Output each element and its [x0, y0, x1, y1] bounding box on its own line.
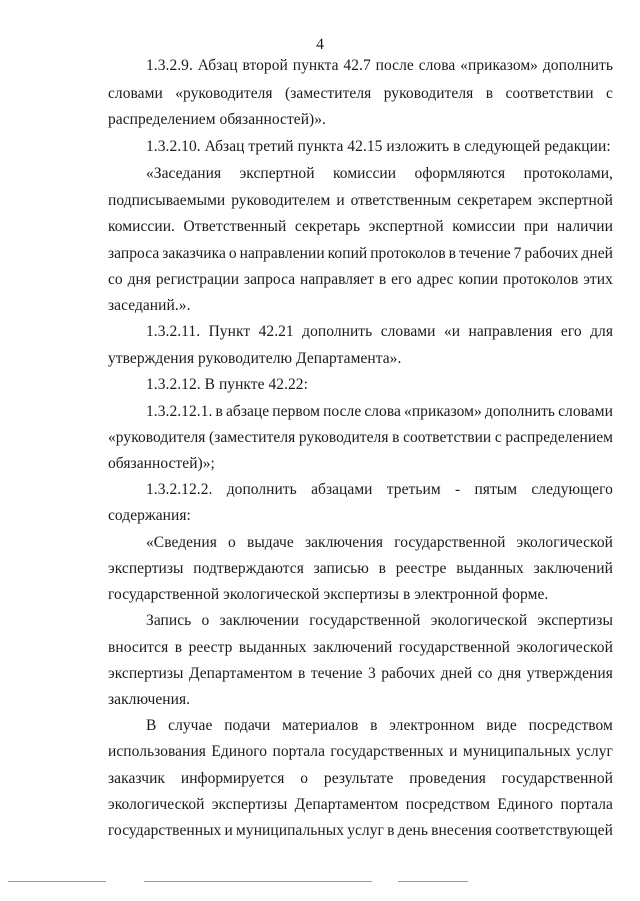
word: 42.21 [258, 323, 294, 340]
text-line [146, 164, 613, 184]
word: его [560, 323, 582, 340]
word: с [606, 85, 613, 102]
word: о [300, 770, 309, 787]
word: в [378, 271, 387, 288]
word: слова [364, 403, 401, 420]
word: дней [581, 245, 613, 262]
word: услуг [576, 743, 613, 760]
word: копии [458, 271, 499, 288]
word: дополнить [484, 403, 556, 420]
word: 1.3.2.12.1. [146, 403, 213, 420]
word: после [375, 57, 414, 74]
word: подтверждаются [193, 560, 304, 577]
word: в [485, 85, 494, 102]
word: регистрации [155, 271, 240, 288]
text-line [146, 611, 613, 631]
word: дополнить [226, 481, 297, 498]
word: распределением [505, 429, 613, 446]
word: заключений [533, 560, 613, 577]
word: (заместителя [209, 429, 296, 446]
word: дней [440, 665, 473, 682]
word: копий [327, 245, 368, 262]
word: в [387, 822, 395, 839]
text-line: распределением обязанностей)». [108, 111, 326, 128]
word: Запись [146, 612, 192, 629]
word: «приказом» [404, 403, 482, 420]
word: посредством [405, 796, 490, 813]
text-line [108, 428, 613, 448]
text-line [108, 821, 613, 841]
text-line [108, 742, 613, 762]
word: протоколов [502, 271, 579, 288]
word: дня [127, 271, 152, 288]
text-line [146, 322, 613, 342]
word: со [477, 665, 493, 682]
word: государственной [394, 534, 506, 551]
word: при [523, 218, 549, 235]
word: в [370, 717, 378, 734]
word: соответствии [403, 429, 492, 446]
word: и [336, 192, 345, 209]
word: адрес [416, 271, 454, 288]
word: реестре [395, 560, 447, 577]
text-line: заседаний.». [108, 297, 191, 314]
word: словами [108, 85, 163, 102]
text-line [108, 638, 613, 658]
word: вносится [108, 639, 169, 656]
text-line [146, 402, 613, 422]
word: «руководителя [108, 429, 206, 446]
word: комиссии [452, 218, 516, 235]
word: виде [486, 717, 517, 734]
word: В [146, 717, 157, 734]
word: экспертизы [537, 612, 613, 629]
word: случае [168, 717, 213, 734]
word: со [108, 271, 123, 288]
footer-rule-middle [144, 881, 372, 882]
word: секретарем [457, 192, 533, 209]
word: выданных [238, 639, 307, 656]
word: протоколами, [523, 165, 613, 182]
word: 42.7 [343, 57, 371, 74]
word: в [215, 403, 223, 420]
word: государственной [309, 612, 421, 629]
word: результате [323, 770, 394, 787]
word: направлении [239, 245, 325, 262]
word: направления [468, 323, 553, 340]
word: экспертизы [211, 796, 288, 813]
word: этих [583, 271, 613, 288]
text-line [146, 533, 613, 553]
word: «приказом» [460, 57, 538, 74]
text-line: содержания: [108, 507, 191, 524]
word: его [391, 271, 412, 288]
text-line [108, 769, 613, 789]
word: портала [560, 796, 613, 813]
word: 3 [368, 665, 376, 682]
word: в [448, 245, 457, 262]
word: информируется [180, 770, 285, 787]
word: «Заседания [146, 165, 222, 182]
word: оформляются [414, 165, 506, 182]
word: «и [443, 323, 461, 340]
word: заключения [304, 534, 384, 551]
word: подачи [224, 717, 271, 734]
text-line [108, 191, 613, 211]
word: портала [272, 743, 326, 760]
word: государственной [501, 770, 613, 787]
text-line [146, 56, 613, 76]
text-line [108, 795, 613, 815]
word: и [224, 822, 233, 839]
word: подписываемыми [108, 192, 226, 209]
text-line: заключения. [108, 691, 191, 708]
word: первом [272, 403, 320, 420]
word: посредством [528, 717, 613, 734]
word: государственной [398, 639, 511, 656]
word: течение [458, 245, 511, 262]
word: о [228, 534, 236, 551]
word: экспертной [537, 192, 613, 209]
footer-rule-right [398, 881, 468, 882]
word: 1.3.2.12.2. [146, 481, 213, 498]
text-line [108, 270, 613, 290]
word: заказчика [162, 245, 226, 262]
word: руководителя [383, 85, 474, 102]
word: пункта [292, 57, 339, 74]
text-line [146, 480, 613, 500]
word: в [174, 639, 183, 656]
text-line: 1.3.2.10. Абзац третий пункта 42.15 изложить в следующей редакции: [146, 138, 611, 155]
word: экологической [108, 796, 205, 813]
word: наличии [556, 218, 613, 235]
word: направляет [300, 271, 375, 288]
text-line [108, 244, 613, 264]
word: выдаче [246, 534, 294, 551]
text-line: утверждения руководителю Департамента». [108, 350, 402, 367]
word: экспертной [239, 165, 315, 182]
word: «Сведения [146, 534, 217, 551]
word: Пункт [208, 323, 251, 340]
word: комиссии. [108, 218, 175, 235]
word: Департаментом [188, 665, 293, 682]
text-line [108, 217, 613, 237]
text-line: государственной экологической экспертизы в электронной форме. [108, 586, 549, 603]
word: дополнить [542, 57, 613, 74]
word: муниципальных [462, 743, 571, 760]
word: абзацами [311, 481, 373, 498]
word: электронном [389, 717, 475, 734]
word: рабочих [381, 665, 436, 682]
word: второй [242, 57, 288, 74]
word: соответствии [505, 85, 594, 102]
word: услуг [347, 822, 384, 839]
word: дополнить [302, 323, 373, 340]
word: материалов [282, 717, 359, 734]
footer-rule-left [8, 881, 106, 882]
word: экологической [430, 612, 528, 629]
word: протоколов [370, 245, 446, 262]
word: заключении [219, 612, 299, 629]
word: реестр [188, 639, 233, 656]
word: проведения [409, 770, 486, 787]
word: 1.3.2.11. [146, 323, 201, 340]
word: в [378, 560, 387, 577]
text-line: обязанностей)»; [108, 455, 215, 472]
text-line [146, 716, 613, 736]
word: пятым [474, 481, 518, 498]
word: экологической [516, 534, 613, 551]
word: о [201, 612, 210, 629]
word: Департаментом [294, 796, 399, 813]
word: третьим [386, 481, 441, 498]
word: руководителя [298, 429, 389, 446]
word: Абзац [197, 57, 238, 74]
word: записью [313, 560, 369, 577]
word: утверждения [526, 665, 613, 682]
word: использования [108, 743, 206, 760]
page-number: 4 [316, 36, 324, 53]
word: руководителем [231, 192, 331, 209]
word: для [590, 323, 613, 340]
text-line [108, 84, 613, 104]
word: рабочих [524, 245, 579, 262]
word: секретарь [294, 218, 361, 235]
word: запроса [243, 271, 296, 288]
word: экологической [516, 639, 613, 656]
word: словами [380, 323, 436, 340]
word: после [323, 403, 362, 420]
word: заказчик [108, 770, 166, 787]
word: запроса [108, 245, 160, 262]
word: государственных [108, 822, 222, 839]
word: о [228, 245, 237, 262]
word: соответствующей [495, 822, 613, 839]
word: экспертизы [108, 665, 184, 682]
word: внесения [431, 822, 493, 839]
word: экспертизы [108, 560, 184, 577]
word: ответственным [350, 192, 452, 209]
word: и [449, 743, 458, 760]
word: Ответственный [183, 218, 287, 235]
word: комиссии [333, 165, 397, 182]
text-line [108, 559, 613, 579]
word: - [454, 481, 461, 498]
word: в [298, 665, 306, 682]
word: выданных [456, 560, 524, 577]
word: словами [558, 403, 613, 420]
word: 1.3.2.9. [146, 57, 193, 74]
word: абзаце [225, 403, 270, 420]
word: «руководителя [175, 85, 273, 102]
word: Единого [211, 743, 268, 760]
text-line [108, 664, 613, 684]
word: экспертной [368, 218, 444, 235]
word: (заместителя [285, 85, 372, 102]
word: следующего [531, 481, 613, 498]
word: 7 [513, 245, 522, 262]
word: государственных [330, 743, 444, 760]
word: течение [310, 665, 363, 682]
word: муниципальных [236, 822, 345, 839]
word: с [494, 429, 502, 446]
word: день [397, 822, 428, 839]
word: в [392, 429, 400, 446]
word: дня [497, 665, 522, 682]
word: слова [418, 57, 456, 74]
text-line: 1.3.2.12. В пункте 42.22: [146, 376, 308, 393]
word: Единого [497, 796, 554, 813]
word: заключений [313, 639, 393, 656]
